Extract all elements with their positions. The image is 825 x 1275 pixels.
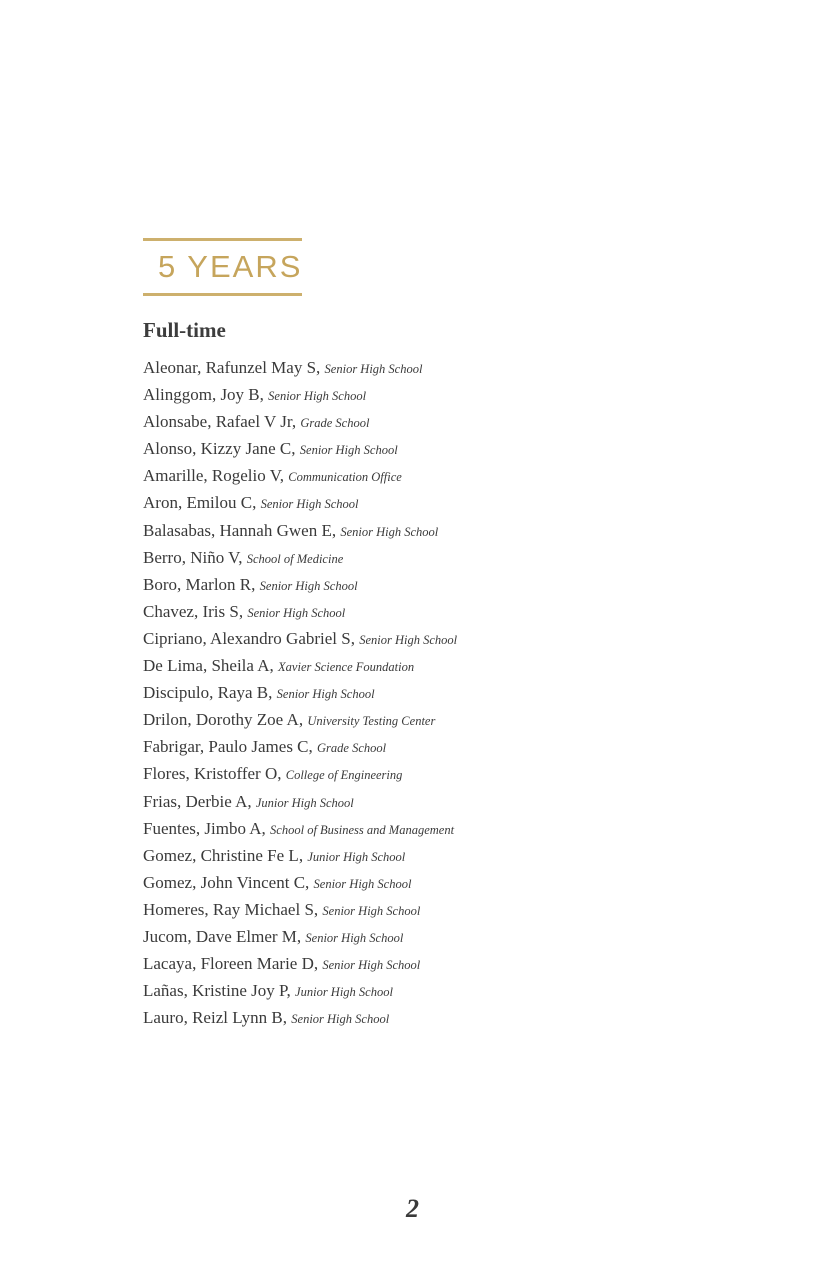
employee-list	[143, 356, 457, 1033]
list-item	[143, 681, 457, 708]
employee-department: College of Engineering	[285, 768, 403, 783]
section-heading-box	[143, 238, 302, 296]
employee-name: Balasabas, Hannah Gwen E	[143, 520, 332, 540]
separator: ,	[298, 845, 308, 865]
separator: ,	[238, 601, 248, 621]
employee-name: De Lima, Sheila A	[143, 656, 270, 676]
separator: ,	[247, 791, 256, 811]
employee-department: Senior High School	[340, 524, 439, 539]
employee-department: School of Medicine	[246, 551, 344, 566]
employee-department: Senior High School	[291, 1012, 390, 1027]
list-item	[143, 1006, 457, 1033]
list-item	[143, 844, 457, 871]
separator: ,	[308, 737, 318, 757]
employee-department: Senior High School	[324, 362, 423, 376]
employee-department: Senior High School	[299, 443, 398, 458]
list-item	[143, 383, 457, 410]
separator: ,	[261, 818, 271, 838]
employee-name: Gomez, John Vincent C	[143, 872, 306, 892]
separator: ,	[282, 1008, 292, 1028]
list-item	[143, 437, 457, 464]
employee-name: Aron, Emilou C	[143, 493, 253, 513]
separator: ,	[291, 412, 301, 432]
separator: ,	[331, 520, 341, 540]
separator: ,	[259, 385, 269, 405]
list-item	[143, 464, 457, 491]
section-heading: 5 YEARS	[158, 249, 303, 284]
list-item	[143, 979, 457, 1006]
separator: ,	[350, 628, 360, 648]
separator: ,	[251, 574, 260, 594]
separator: ,	[279, 466, 289, 486]
list-item	[143, 762, 457, 789]
employee-name: Frias, Derbie A	[143, 791, 248, 811]
separator: ,	[296, 926, 306, 946]
list-item	[143, 600, 457, 627]
employee-name: Aleonar, Rafunzel May S	[143, 358, 317, 377]
list-item	[143, 356, 457, 383]
list-item	[143, 627, 457, 654]
separator: ,	[286, 981, 296, 1001]
separator: ,	[313, 899, 323, 919]
employee-name: Chavez, Iris S	[143, 601, 239, 621]
list-item	[143, 898, 457, 925]
employee-department: School of Business and Management	[270, 822, 455, 837]
page-number: 2	[406, 1194, 419, 1223]
employee-department: Junior High School	[307, 849, 406, 864]
employee-name: Lauro, Reizl Lynn B	[143, 1008, 283, 1028]
employee-department: Communication Office	[288, 470, 402, 485]
list-item	[143, 519, 457, 546]
list-item	[143, 735, 457, 762]
employee-name: Lacaya, Floreen Marie D	[143, 954, 314, 974]
employee-name: Cipriano, Alexandro Gabriel S	[143, 628, 351, 648]
separator: ,	[313, 954, 323, 974]
list-item	[143, 708, 457, 735]
separator: ,	[277, 764, 286, 784]
employee-department: University Testing Center	[307, 714, 436, 729]
separator: ,	[305, 872, 314, 892]
employee-department: Senior High School	[276, 687, 375, 702]
employee-name: Lañas, Kristine Joy P	[143, 981, 287, 1001]
employee-department: Junior High School	[295, 985, 393, 1000]
separator: ,	[269, 656, 279, 676]
employee-name: Gomez, Christine Fe L	[143, 845, 299, 865]
separator: ,	[316, 358, 325, 377]
employee-name: Drilon, Dorothy Zoe A	[143, 710, 299, 730]
separator: ,	[298, 710, 308, 730]
employee-department: Senior High School	[322, 903, 421, 918]
list-item	[143, 817, 457, 844]
employee-department: Senior High School	[260, 497, 359, 512]
employee-department: Senior High School	[247, 605, 346, 620]
employee-department: Xavier Science Foundation	[278, 660, 415, 675]
employee-name: Berro, Niño V	[143, 547, 239, 567]
list-item	[143, 546, 457, 573]
separator: ,	[252, 493, 261, 513]
employee-department: Senior High School	[313, 876, 412, 891]
employee-department: Grade School	[317, 741, 387, 756]
list-item	[143, 790, 457, 817]
employment-type-subheading: Full-time	[143, 318, 226, 342]
list-item	[143, 925, 457, 952]
employee-department: Senior High School	[268, 389, 367, 404]
employee-name: Alinggom, Joy B	[143, 385, 260, 405]
employee-department: Senior High School	[359, 632, 458, 647]
employee-name: Alonsabe, Rafael V Jr	[143, 412, 292, 432]
list-item	[143, 573, 457, 600]
employee-name: Boro, Marlon R	[143, 574, 252, 594]
employee-department: Junior High School	[255, 795, 354, 810]
list-item	[143, 952, 457, 979]
separator: ,	[238, 547, 247, 567]
list-item	[143, 491, 457, 518]
employee-name: Fuentes, Jimbo A	[143, 818, 262, 838]
employee-department: Senior High School	[322, 958, 421, 973]
employee-name: Homeres, Ray Michael S	[143, 899, 314, 919]
employee-department: Grade School	[300, 416, 370, 431]
separator: ,	[291, 439, 300, 459]
employee-name: Discipulo, Raya B	[143, 683, 269, 703]
list-item	[143, 410, 457, 437]
employee-name: Flores, Kristoffer O	[143, 764, 278, 784]
employee-department: Senior High School	[259, 578, 358, 593]
employee-name: Jucom, Dave Elmer M	[143, 926, 297, 946]
separator: ,	[268, 683, 277, 703]
employee-name: Alonso, Kizzy Jane C	[143, 439, 292, 459]
employee-name: Amarille, Rogelio V	[143, 466, 280, 486]
employee-name: Fabrigar, Paulo James C	[143, 737, 309, 757]
list-item	[143, 871, 457, 898]
employee-department: Senior High School	[305, 930, 404, 945]
list-item	[143, 654, 457, 681]
